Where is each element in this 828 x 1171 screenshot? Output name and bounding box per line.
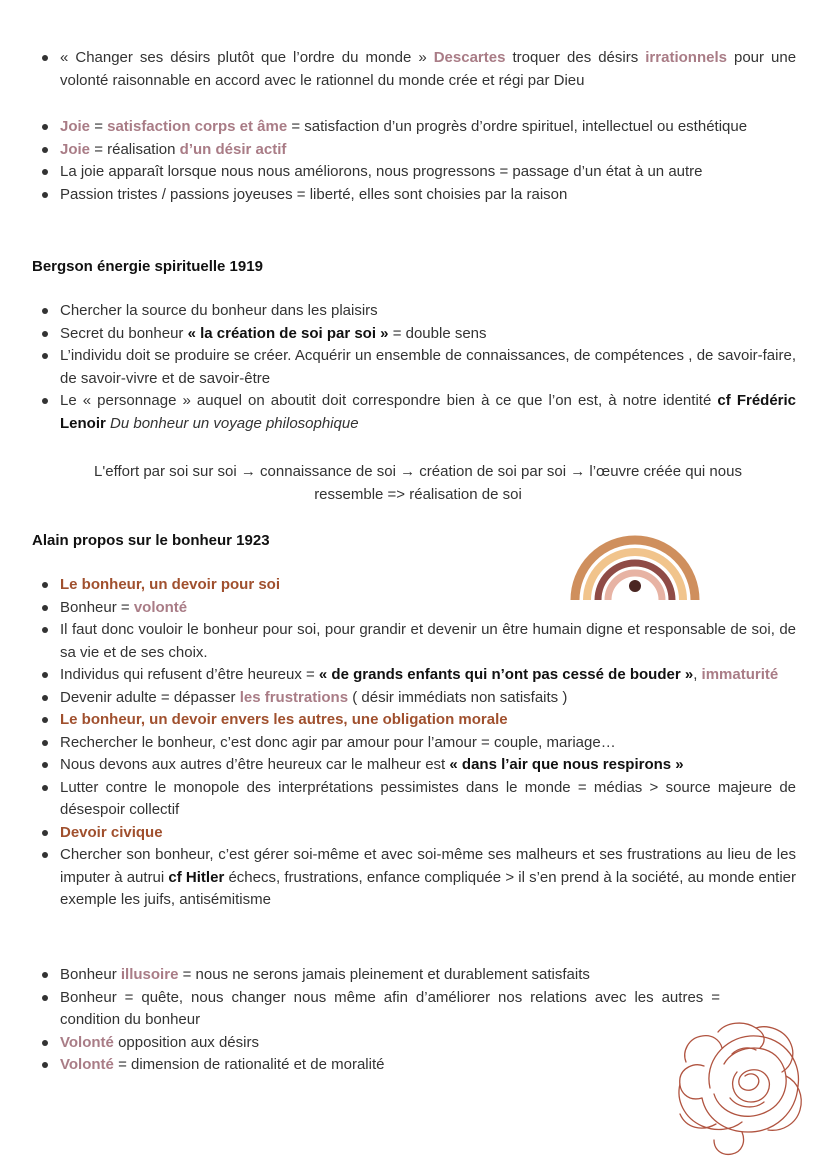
item-text: Chercher son bonheur, c’est gérer soi-même et avec soi-même ses malheurs et ses frustrations au lieu de les imputer à autrui: [60, 846, 796, 886]
bergson-list: [40, 300, 796, 435]
list-item: [40, 47, 796, 92]
item-text: Chercher la source du bonheur dans les plaisirs: [60, 302, 378, 319]
item-text: Rechercher le bonheur, c’est donc agir par amour pour l’amour = couple, mariage…: [60, 733, 616, 751]
item-text: = double sens: [392, 324, 487, 342]
book-title: Du bonheur un voyage philosophique: [110, 414, 359, 432]
comma: ,: [693, 666, 698, 683]
item-text: condition du bonheur: [60, 1011, 201, 1028]
bold-reference: cf Hitler: [168, 868, 225, 886]
highlight-term: Joie: [60, 140, 91, 158]
list-item: [40, 323, 796, 346]
highlight-term: irrationnels: [645, 49, 727, 66]
list-item: [40, 844, 796, 912]
section-heading-bergson: Bergson énergie spirituelle 1919: [32, 258, 263, 275]
item-text: Bonheur: [60, 966, 117, 983]
item-text: =: [94, 118, 103, 135]
joie-list: [40, 116, 796, 206]
descartes-list: [40, 47, 796, 92]
item-text: ( désir immédiats non satisfaits ): [352, 688, 568, 706]
list-item: [40, 822, 796, 845]
highlight-term: immaturité: [701, 666, 779, 683]
highlight-term: les frustrations: [239, 688, 349, 706]
cf-marker: cf: [717, 392, 731, 409]
list-item: [40, 139, 796, 162]
item-text: Individus qui refusent d’être heureux =: [60, 666, 315, 683]
rose-line-drawing: [672, 1018, 818, 1158]
list-item: [40, 619, 796, 664]
highlight-term: Volonté: [60, 1056, 114, 1073]
highlight-term: Volonté: [60, 1033, 114, 1051]
quote-text: « Changer ses désirs plutôt que l’ordre du monde »: [60, 49, 427, 66]
list-item: [40, 709, 796, 732]
bold-quote: « de grands enfants qui n’ont pas cessé de bouder »: [318, 666, 694, 683]
section-subtitle: Le bonheur, un devoir envers les autres, une obligation morale: [60, 711, 508, 728]
section-subtitle: Le bonheur, un devoir pour soi: [60, 576, 281, 593]
list-item: [40, 300, 796, 323]
item-text: Bonheur = quête, nous changer nous même afin d’améliorer nos relations avec les autres =: [60, 988, 720, 1006]
chain-line: ressemble => réalisation de soi: [314, 485, 522, 503]
list-item: [40, 964, 796, 987]
item-text: = dimension de rationalité et de moralité: [118, 1056, 385, 1073]
author-name: Descartes: [433, 49, 506, 66]
item-text: pour une volonté raisonnable en accord avec le rationnel du monde crée et régi par Dieu: [60, 49, 797, 89]
list-item: [40, 754, 796, 777]
list-item: [40, 390, 796, 435]
list-item: [40, 777, 796, 822]
section-heading-alain: Alain propos sur le bonheur 1923: [32, 532, 270, 549]
item-text: opposition aux désirs: [118, 1033, 259, 1051]
section-subtitle: Devoir civique: [60, 823, 163, 841]
item-text: = réalisation: [94, 140, 176, 158]
list-item: [40, 184, 796, 207]
item-text: Devenir adulte = dépasser: [60, 688, 236, 706]
item-text: = satisfaction d’un progrès d’ordre spirituel, intellectuel ou esthétique: [291, 118, 748, 135]
highlight-term: Joie: [60, 118, 91, 135]
highlight-term: satisfaction corps et âme: [107, 118, 288, 135]
highlight-term: volonté: [133, 598, 188, 616]
item-text: Il faut donc vouloir le bonheur pour soi, pour grandir et devenir un être humain digne et responsable de soi, de sa vie et de ses choix.: [60, 621, 796, 661]
highlight-term: illusoire: [120, 966, 179, 983]
list-item: [40, 687, 796, 710]
list-item: [40, 732, 796, 755]
list-item: [40, 116, 796, 139]
list-item: [40, 345, 796, 390]
item-text: Passion tristes / passions joyeuses = liberté, elles sont choisies par la raison: [60, 185, 568, 203]
item-text: Le « personnage » auquel on aboutit doit correspondre bien à ce que l’on est, à notre identité: [60, 392, 712, 409]
highlight-term: d’un désir actif: [179, 140, 287, 158]
alain-list: [40, 574, 796, 912]
chain-line: L'effort par soi sur soi → connaissance de soi → création de soi par soi → l’œuvre créée qui nous: [94, 463, 742, 480]
list-item: [40, 161, 796, 184]
item-text: = nous ne serons jamais pleinement et durablement satisfaits: [182, 966, 590, 983]
item-text: troquer des désirs: [512, 49, 639, 66]
list-item: [40, 664, 796, 687]
author-name: Frédéric Lenoir: [60, 392, 797, 432]
item-text: Secret du bonheur: [60, 324, 184, 342]
item-text: Bonheur =: [60, 598, 130, 616]
bold-quote: « dans l’air que nous respirons »: [449, 756, 684, 773]
item-text: Lutter contre le monopole des interprétations pessimistes dans le monde = médias > source majeure de désespoir collectif: [60, 778, 796, 818]
bold-quote: « la création de soi par soi »: [187, 324, 389, 342]
list-item: [40, 987, 720, 1032]
item-text: échecs, frustrations, enfance compliquée > il s’en prend à la société, au monde entier exemple les juifs, antisémitisme: [60, 868, 796, 908]
list-item: [40, 574, 796, 597]
item-text: Nous devons aux autres d’être heureux car le malheur est: [60, 756, 446, 773]
item-text: L’individu doit se produire se créer. Acquérir un ensemble de connaissances, de compétences , de savoir-faire, de savoir-vivre et de savoir-être: [60, 347, 796, 387]
item-text: La joie apparaît lorsque nous nous améliorons, nous progressons = passage d’un état à un autre: [60, 163, 703, 180]
list-item: [40, 597, 796, 620]
